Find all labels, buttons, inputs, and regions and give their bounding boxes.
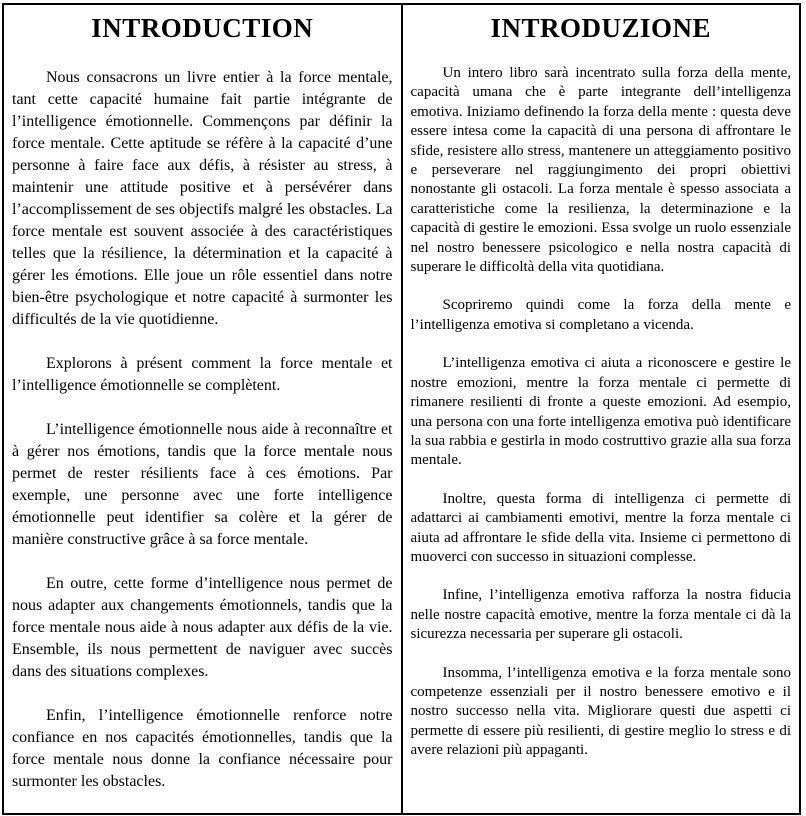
italian-column-body xyxy=(411,64,792,761)
italian-column-title: INTRODUZIONE xyxy=(490,13,712,43)
paragraph: Inoltre, questa forma di intelligenza ci permette di adattarci ai cambiamenti emotivi, mentre la forza mentale ci aiuta ad affrontare le sfide della vita. Insieme ci permettono di muoverci con successo in situazioni complesse. xyxy=(410,490,791,565)
paragraph: Scopriremo quindi come la forza della mente e l’intelligenza emotiva si completano a vicenda. xyxy=(410,297,791,333)
document-page xyxy=(2,3,801,815)
paragraph: Explorons à présent comment la force mentale et l’intelligence émotionnelle se complètent. xyxy=(12,355,393,394)
paragraph: Insomma, l’intelligenza emotiva e la forza mentale sono competenze essenziali per il nostro benessere emotivo e il nostro successo nella vita. Migliorare questi due aspetti ci permette di essere più resilienti, di gestire meglio lo stress e di avere relazioni più appaganti. xyxy=(410,664,791,759)
paragraph: L’intelligence émotionnelle nous aide à reconnaître et à gérer nos émotions, tandis que la force mentale nous permet de rester résilients face à ces émotions. Par exemple, une personne avec une forte intelligence émotionnelle peut identifier sa colère et la gérer de manière constructive grâce à sa force mentale. xyxy=(12,421,393,548)
paragraph: Enfin, l’intelligence émotionnelle renforce notre confiance en nos capacités émotionnelles, tandis que la force mentale nous donne la confiance nécessaire pour surmonter les obstacles. xyxy=(12,707,393,790)
paragraph: Un intero libro sarà incentrato sulla forza della mente, capacità umana che è parte integrante dell’intelligenza emotiva. Iniziamo definendo la forza della mente : questa deve essere intesa come la capacità di una persona di affrontare le sfide, resistere allo stress, mantenere un atteggiamento positivo e perseverare nel raggiungimento dei propri obiettivi nonostante gli ostacoli. La forza mentale è spesso associata a caratteristiche come la resilienza, la determinazione e la capacità di gestire le emozioni. Essa svolge un ruolo essenziale nel nostro benessere psicologico e nella nostra capacità di superare le difficoltà della vita quotidiana. xyxy=(410,65,791,276)
paragraph: L’intelligenza emotiva ci aiuta a riconoscere e gestire le nostre emozioni, mentre la forza mentale ci permette di rimanere resilienti di fronte a queste emozioni. Ad esempio, una persona con una forte intelligenza emotiva può identificare la sua rabbia e gestirla in modo costruttivo grazie alla sua forza mentale. xyxy=(410,355,791,469)
french-column-title: INTRODUCTION xyxy=(91,13,314,43)
french-column-body xyxy=(12,67,393,793)
column-italian xyxy=(401,5,800,813)
paragraph: En outre, cette forme d’intelligence nous permet de nous adapter aux changements émotionnels, tandis que la force mentale nous aide à nous adapter aux défis de la vie. Ensemble, ils nous permettent de naviguer avec succès dans des situations complexes. xyxy=(12,575,393,680)
paragraph: Nous consacrons un livre entier à la force mentale, tant cette capacité humaine fait partie intégrante de l’intelligence émotionnelle. Commençons par définir la force mentale. Cette aptitude se réfère à la capacité d’une personne à faire face aux défis, à résister au stress, à maintenir une attitude positive et à persévérer dans l’accomplissement de ses objectifs malgré les obstacles. La force mentale est souvent associée à des caractéristiques telles que la résilience, la détermination et la capacité à gérer les émotions. Elle joue un rôle essentiel dans notre bien-être psychologique et notre capacité à surmonter les difficultés de la vie quotidienne. xyxy=(12,69,393,328)
paragraph: Infine, l’intelligenza emotiva rafforza la nostra fiducia nelle nostre capacità emotive, mentre la forza mentale ci dà la sicurezza necessaria per superare gli ostacoli. xyxy=(410,587,791,643)
column-french xyxy=(4,5,401,813)
